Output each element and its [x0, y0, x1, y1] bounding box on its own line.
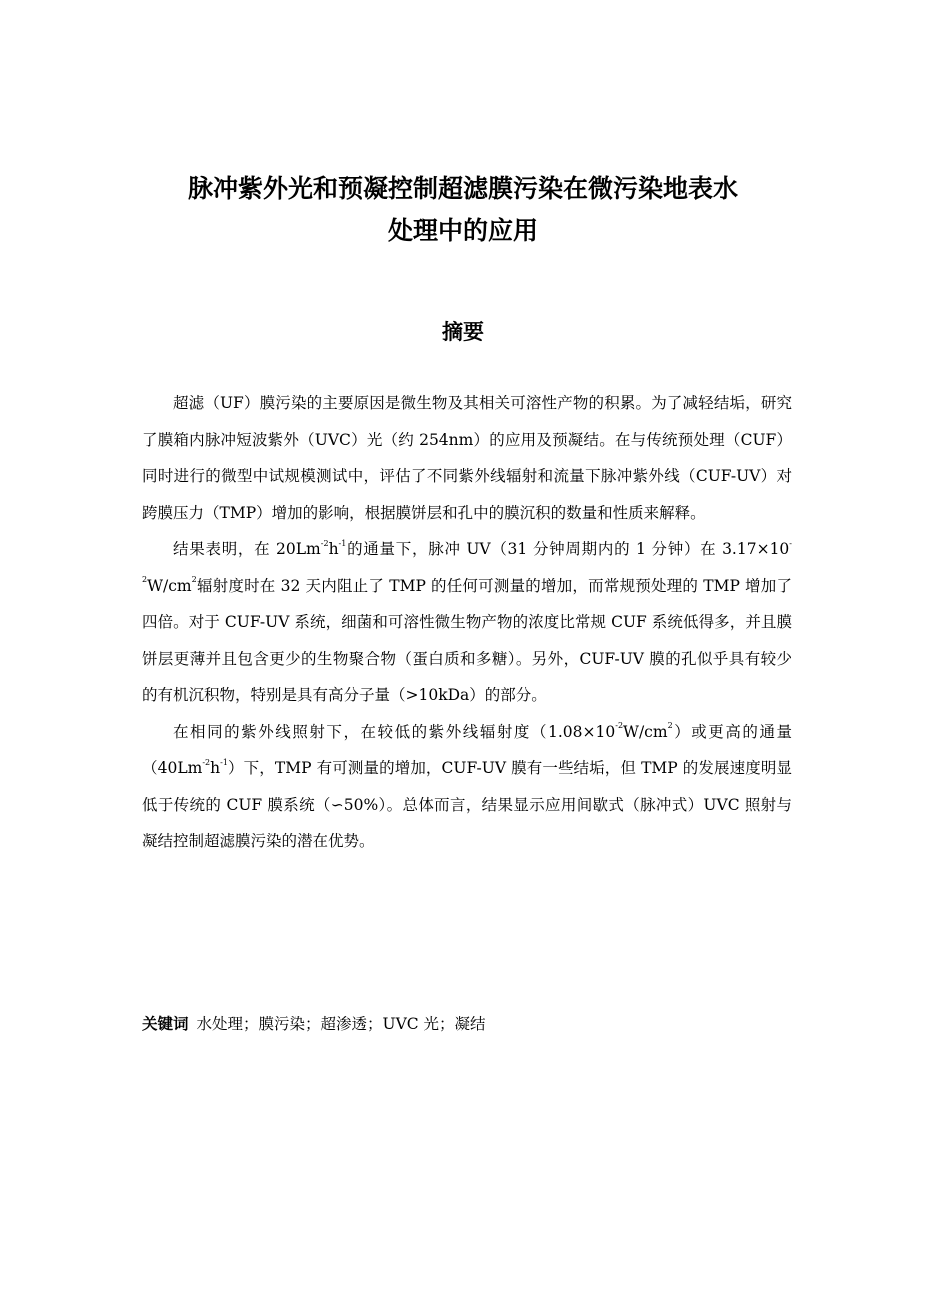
p2-sup-3: -2: [142, 538, 792, 585]
paper-title-line-2: 处理中的应用: [387, 216, 538, 245]
paper-title-line-1: 脉冲紫外光和预凝控制超滤膜污染在微污染地表水: [187, 174, 738, 203]
p3-text-e: ）下，TMP 有可测量的增加，CUF-UV 膜有一些结垢，但 TMP 的发展速度明显低于传统的 CUF 膜系统（∽50%）。总体而言，结果显示应用间歇式（脉冲式）UVC 照射与凝结控制超滤膜污染的潜在优势。: [142, 759, 792, 850]
p3-text-a: 在相同的紫外线照射下，在较低的紫外线辐射度（1.08×10: [173, 722, 616, 741]
p3-sup-2: 2: [667, 721, 673, 731]
abstract-heading: 摘要: [442, 320, 484, 344]
p2-sup-4: 2: [191, 575, 197, 585]
keywords-label: 关键词: [142, 1015, 189, 1033]
p3-text-d: h: [210, 759, 221, 777]
p3-sup-1: -2: [615, 721, 624, 731]
abstract-paragraph-3: [142, 714, 792, 860]
abstract-paragraph-1: 超滤（UF）膜污染的主要原因是微生物及其相关可溶性产物的积累。为了减轻结垢，研究了膜箱内脉冲短波紫外（UVC）光（约 254nm）的应用及预凝结。在与传统预处理（CUF）同时进行的微型中试规模测试中，评估了不同紫外线辐射和流量下脉冲紫外线（CUF-UV）对跨膜压力（TMP）增加的影响，根据膜饼层和孔中的膜沉积的数量和性质来解释。: [142, 394, 792, 522]
p2-text-a: 结果表明，在 20Lm: [173, 540, 321, 558]
p2-text-e: 辐射度时在 32 天内阻止了 TMP 的任何可测量的增加，而常规预处理的 TMP 增加了四倍。对于 CUF-UV 系统，细菌和可溶性微生物产物的浓度比常规 CUF 系统低得多，并且膜饼层更薄并且包含更少的生物聚合物（蛋白质和多糖）。另外，CUF-UV 膜的孔似乎具有较少的有机沉积物，特别是具有高分子量（>10kDa）的部分。: [142, 576, 792, 704]
p2-text-b: h: [328, 540, 339, 558]
p2-text-d: W/cm: [147, 576, 192, 595]
p3-text-b: W/cm: [623, 722, 668, 741]
p2-text-c: 的通量下，脉冲 UV（31 分钟周期内的 1 分钟）在 3.17×10: [346, 540, 790, 558]
keywords-text: 水处理；膜污染；超渗透；UVC 光；凝结: [196, 1015, 486, 1033]
p3-sup-3: -2: [202, 757, 211, 767]
abstract-paragraph-2: [142, 531, 792, 714]
paper-title: [140, 168, 786, 252]
p2-sup-1: -2: [320, 538, 329, 548]
p3-text-c: ）或更高的通量（40Lm: [142, 722, 792, 777]
keywords-line: [142, 1006, 792, 1042]
p2-sup-2: -1: [338, 538, 347, 548]
abstract-body: [142, 385, 792, 860]
p3-sup-4: -1: [220, 757, 228, 767]
